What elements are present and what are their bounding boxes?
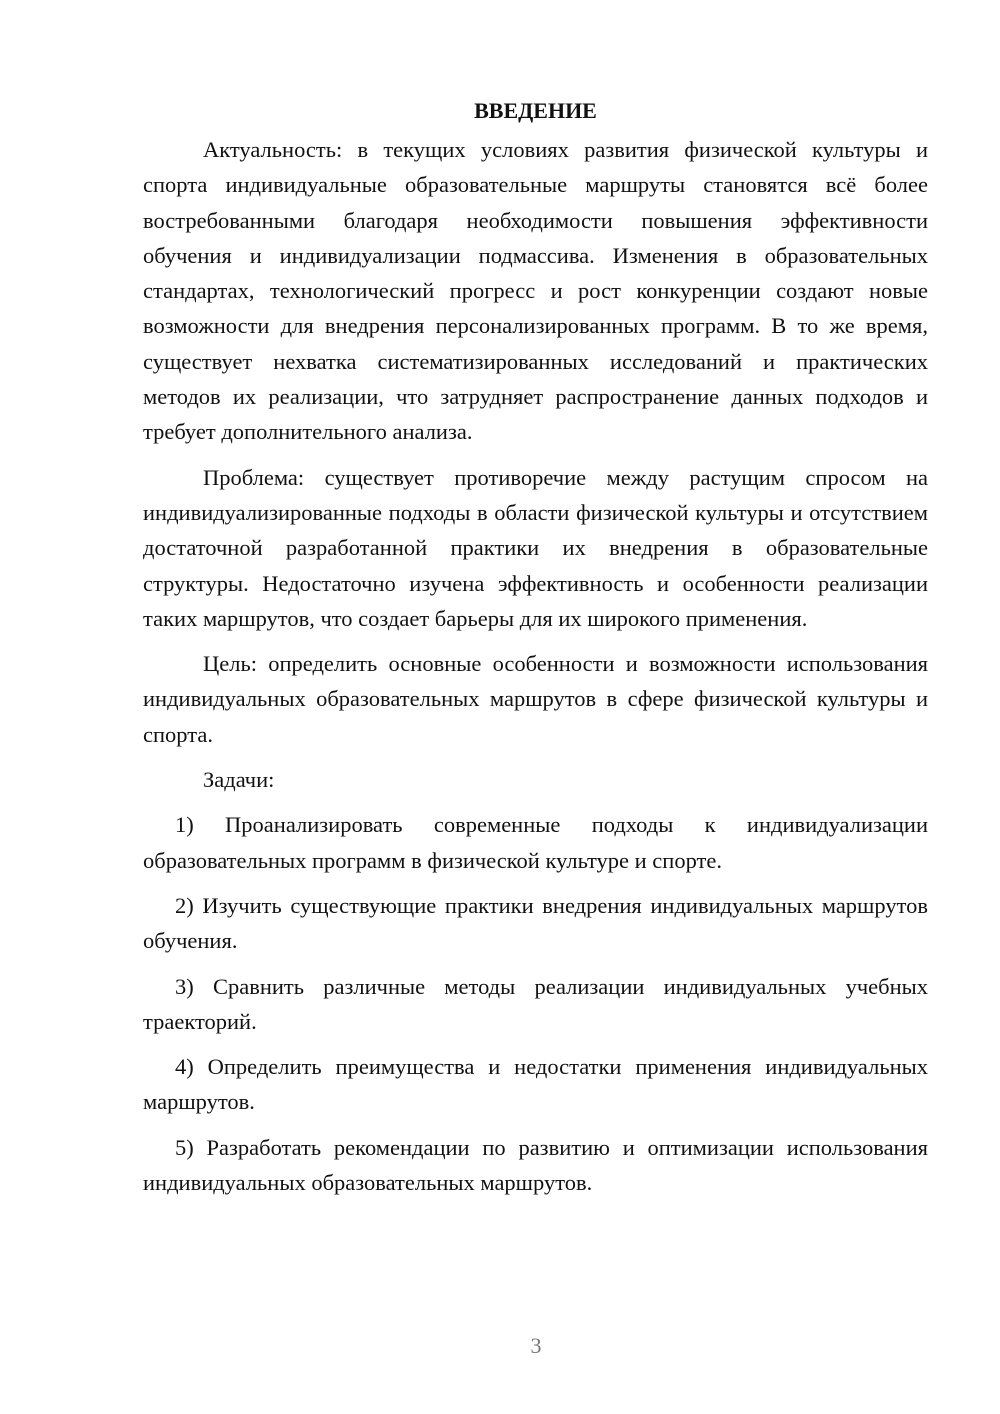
page-number: 3 bbox=[530, 1333, 542, 1358]
task-item-2: 2) Изучить существующие практики внедрения индивидуальных маршрутов обучения. bbox=[143, 892, 928, 954]
task-item-1: 1) Проанализировать современные подходы к индивидуализации образовательных программ в физической культуре и спорте. bbox=[143, 812, 928, 873]
paragraph-relevance: Актуальность: в текущих условиях развития физической культуры и спорта индивидуальные образовательные маршруты становятся всё более востребованными благодаря необходимости повышения эффективности обучения и индивидуализации подмассива. Изменения в образовательных стандартах, технологический прогресс и рост конкуренции создают новые возможности для внедрения персонализированных программ. В то же время, существует нехватка систематизированных исследований и практических методов их реализации, что затрудняет распространение данных подходов и требует дополнительного анализа. bbox=[143, 137, 928, 445]
task-item-4: 4) Определить преимущества и недостатки применения индивидуальных маршрутов. bbox=[143, 1054, 928, 1115]
paragraph-goal: Цель: определить основные особенности и возможности использования индивидуальных образовательных маршрутов в сфере физической культуры и спорта. bbox=[143, 651, 928, 747]
section-title: ВВЕДЕНИЕ bbox=[474, 98, 597, 123]
page-content bbox=[143, 93, 928, 1210]
paragraph-problem: Проблема: существует противоречие между растущим спросом на индивидуализированные подходы в области физической культуры и отсутствием достаточной разработанной практики их внедрения в образовательные структуры. Недостаточно изучена эффективность и особенности реализации таких маршрутов, что создает барьеры для их широкого применения. bbox=[143, 464, 928, 631]
tasks-heading: Задачи: bbox=[203, 767, 275, 793]
task-item-3: 3) Сравнить различные методы реализации индивидуальных учебных траекторий. bbox=[143, 973, 928, 1034]
task-item-5: 5) Разработать рекомендации по развитию и оптимизации использования индивидуальных образовательных маршрутов. bbox=[143, 1134, 928, 1196]
